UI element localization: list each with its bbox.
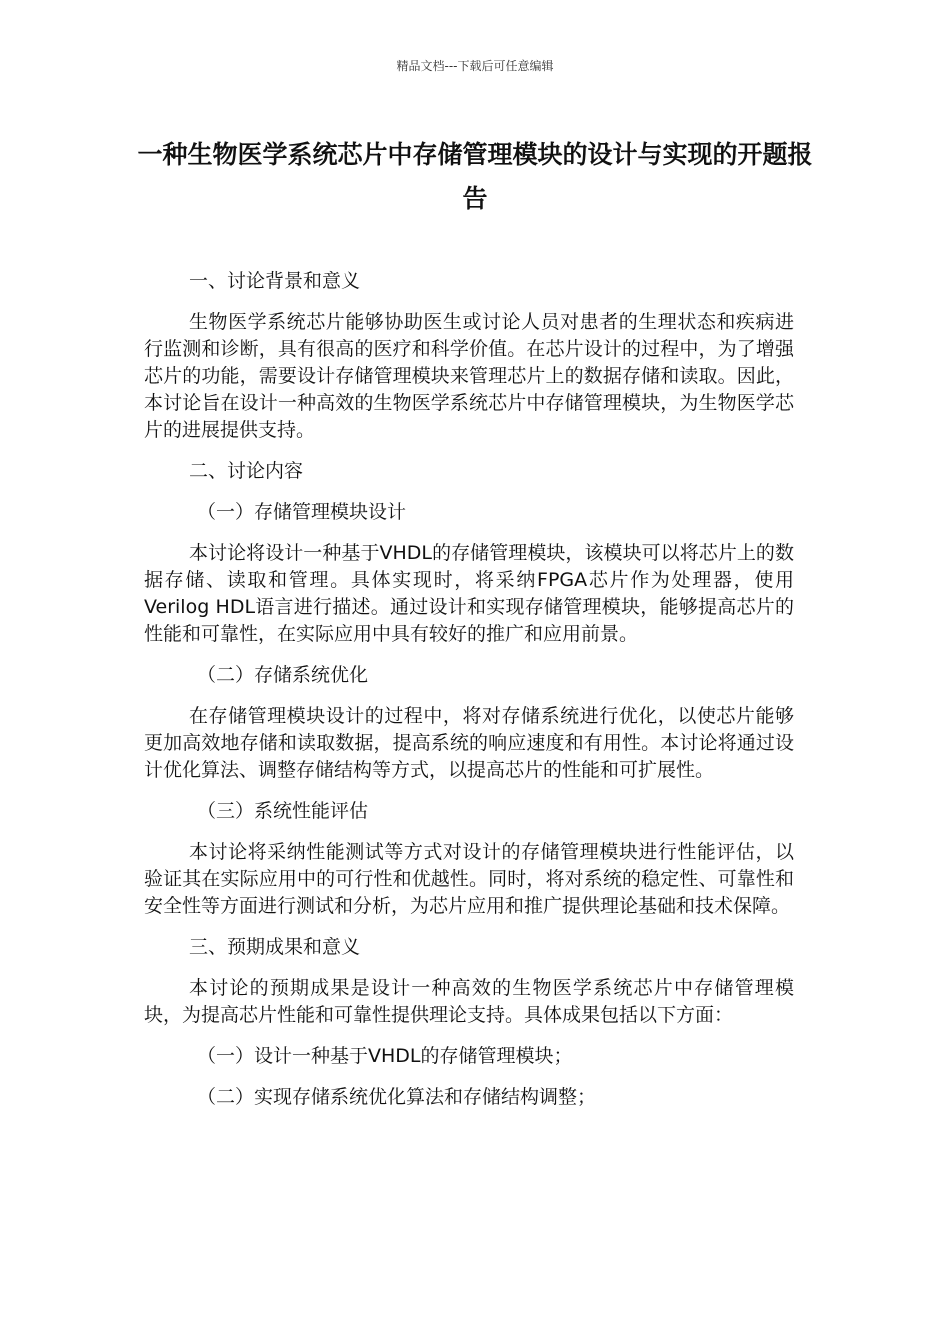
subheading-module-design: （一）存储管理模块设计 [197, 501, 407, 523]
subheading-storage-optimization: （二）存储系统优化 [197, 664, 369, 686]
paragraph-storage-optimization: 在存储管理模块设计的过程中，将对存储系统进行优化，以使芯片能够更加高效地存储和读取数据，提高系统的响应速度和有用性。本讨论将通过设计优化算法、调整存储结构等方式，以提高芯片的性能和可扩展性。 [144, 705, 794, 781]
paragraph-expected-results: 本讨论的预期成果是设计一种高效的生物医学系统芯片中存储管理模块，为提高芯片性能和可靠性提供理论支持。具体成果包括以下方面： [144, 977, 794, 1026]
document-title: 一种生物医学系统芯片中存储管理模块的设计与实现的开题报告 [137, 140, 813, 213]
list-item-result-2: （二）实现存储系统优化算法和存储结构调整； [197, 1086, 597, 1108]
section-heading-expected-results: 三、预期成果和意义 [189, 936, 361, 958]
subheading-performance-evaluation: （三）系统性能评估 [197, 800, 369, 822]
paragraph-performance-evaluation: 本讨论将采纳性能测试等方式对设计的存储管理模块进行性能评估，以验证其在实际应用中的可行性和优越性。同时，将对系统的稳定性、可靠性和安全性等方面进行测试和分析，为芯片应用和推广提供理论基础和技术保障。 [144, 841, 794, 917]
paragraph-module-design: 本讨论将设计一种基于VHDL的存储管理模块，该模块可以将芯片上的数据存储、读取和管理。具体实现时，将采纳FPGA芯片作为处理器，使用Verilog HDL语言进行描述。通过设计和实现存储管理模块，能够提高芯片的性能和可靠性，在实际应用中具有较好的推广和应用前景。 [144, 542, 794, 645]
page-header-note: 精品文档---下载后可任意编辑 [396, 59, 554, 73]
document-body [144, 268, 794, 1125]
section-heading-background: 一、讨论背景和意义 [189, 270, 361, 292]
section-heading-content: 二、讨论内容 [189, 460, 304, 482]
paragraph-background: 生物医学系统芯片能够协助医生或讨论人员对患者的生理状态和疾病进行监测和诊断，具有很高的医疗和科学价值。在芯片设计的过程中，为了增强芯片的功能，需要设计存储管理模块来管理芯片上的数据存储和读取。因此，本讨论旨在设计一种高效的生物医学系统芯片中存储管理模块，为生物医学芯片的进展提供支持。 [144, 311, 794, 441]
list-item-result-1: （一）设计一种基于VHDL的存储管理模块； [197, 1045, 573, 1067]
